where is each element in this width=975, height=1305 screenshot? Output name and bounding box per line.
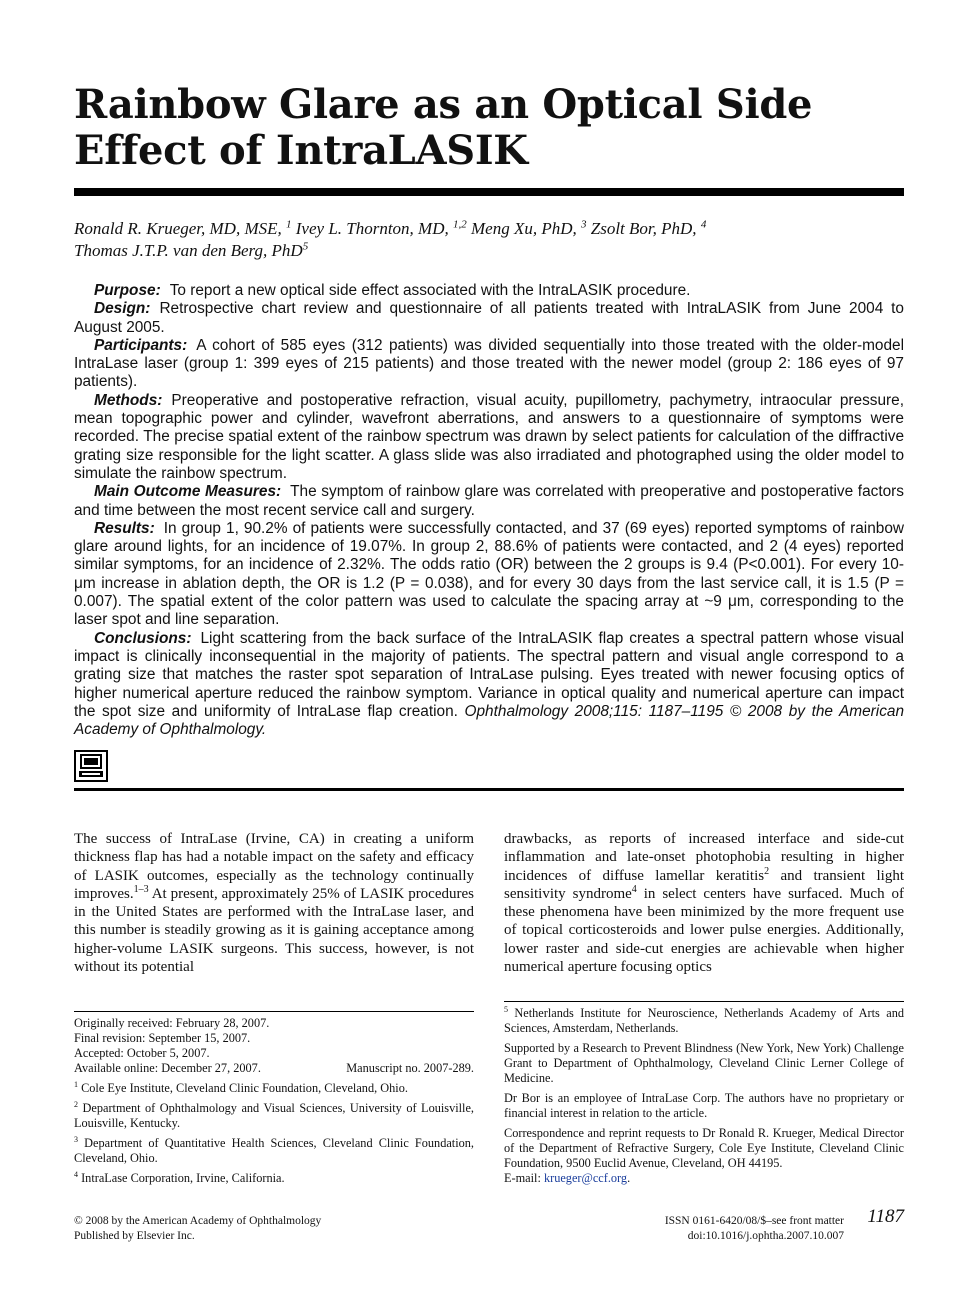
abstract-design: Design: Retrospective chart review and questionnaire of all patients treated with IntraLASIK from June 2004 to August 2005.	[74, 300, 904, 336]
body-column-right	[504, 830, 904, 976]
journal-citation: Ophthalmology 2008;115: 1187–1195 © 2008 by the American Academy of Ophthalmology.	[74, 702, 905, 739]
footer-left	[74, 1214, 321, 1244]
author: Ivey L. Thornton, MD, $^{1,2}$	[295, 218, 467, 238]
abstract-results: Results: In group 1, 90.2% of patients were successfully contacted, and 37 (69 eyes) reported symptoms of rainbow glare around lights, for an incidence of 19.07%. In group 2, 88.6% of patients were contacted, and 2 (4 eyes) reported similar symptoms, for an incidence of 2.32%. The odds ratio (OR) between the 2 groups is 9.4 (P<0.001). For every 10-μm increase in ablation depth, the OR is 1.2 (P = 0.038), and for every 30 days from the last service call, it is 1.5 (P = 0.007). The spatial extent of the color pattern was used to calculate the spacing array at ~9 μm, corresponding to the laser spot and line separation.	[74, 519, 904, 629]
footer-right	[600, 1214, 844, 1244]
footnotes-left	[74, 1016, 474, 1191]
author: Zsolt Bor, PhD, $^4$	[590, 218, 707, 238]
affiliation: $^2$ Department of Ophthalmology and Visual Sciences, University of Louisville, Louisville, Kentucky.	[74, 1099, 474, 1130]
abstract-participants: Participants: A cohort of 585 eyes (312 patients) was divided sequentially into those treated with the older-model IntraLase laser (group 1: 399 eyes of 215 patients) and those treated with the newer model (group 2: 186 eyes of 97 patients).	[74, 336, 904, 391]
citation-ref[interactable]: 4	[631, 883, 637, 895]
abstract-rule	[74, 788, 904, 791]
publisher: Published by Elsevier Inc.	[74, 1230, 195, 1242]
abstract-methods: Methods: Preoperative and postoperative refraction, visual acuity, pupillometry, pachymetry, intraocular pressure, mean topographic power and cylinder, wavefront aberrations, and answers to a questionnaire of symptoms were recorded. The precise spatial extent of the rainbow spectrum was drawn by select patients for calculation of the diffractive grating size responsible for the light scatter. A glass slide was also irradiated and photographed using the older model to simulate the rainbow spectrum.	[74, 391, 904, 482]
author: Meng Xu, PhD, $^3$	[471, 218, 587, 238]
body-column-left	[74, 830, 474, 976]
abstract-purpose: Purpose: To report a new optical side effect associated with the IntraLASIK procedure.	[94, 282, 691, 299]
citation-ref[interactable]: 1–3	[133, 883, 149, 895]
issn: ISSN 0161-6420/08/$–see front matter	[664, 1215, 844, 1227]
funding-note: Supported by a Research to Prevent Blindness (New York, New York) Challenge Grant to Department of Ophthalmology, Cleveland Clinic Lerner College of Medicine.	[504, 1041, 904, 1085]
article-title: Rainbow Glare as an Optical Side Effect of IntraLASIK	[74, 81, 813, 174]
body-paragraph: The success of IntraLase (Irvine, CA) in creating a uniform thickness flap has had a notable impact on the safety and efficacy of LASIK outcomes, especially as the technology continually improves.$^{1-3}$ At present, approximately 25% of LASIK procedures in the United States are performed with the IntraLase laser, and this number is steadily growing as it is gaining acceptance among higher-volume LASIK surgeons. This success, however, is not without its potential	[74, 831, 474, 976]
correspondence-note: Correspondence and reprint requests to Dr Ronald R. Krueger, Medical Director of the Department of Refractive Surgery, Cole Eye Institute, Cleveland Clinic Foundation, 9500 Euclid Avenue, Cleveland, OH 44195. E-mail: krueger@ccf.org.	[504, 1126, 904, 1185]
body-paragraph: drawbacks, as reports of increased interface and side-cut inflammation and late-onset photophobia resulting in higher incidences of diffuse lamellar keratitis$^2$ and transient light sensitivity syndrome$^4$ in select centers have surfaced. Much of these phenomena have been minimized by the more frequent use of topical corticosteroids and lower pulse energies. Additionally, lower raster and side-cut energies are achievable when higher numerical aperture focusing optics	[504, 831, 904, 976]
footnotes-right	[504, 1006, 904, 1191]
abstract-outcome: Main Outcome Measures: The symptom of rainbow glare was correlated with preoperative and postoperative factors and time between the most recent service call and surgery.	[74, 483, 904, 519]
manuscript-number: Manuscript no. 2007-289.	[346, 1061, 474, 1075]
abstract-conclusions: Conclusions: Light scattering from the back surface of the IntraLASIK flap creates a spectral pattern whose visual impact is clinically inconsequential in the majority of patients. The spectral pattern and visual angle correspond to a grating size that matches the raster spot separation of IntraLase pulsing. Eyes treated with newer focusing optics of higher numerical aperture reduced the rainbow symptom. Variance in optical quality and numerical aperture can impact the spot size and uniformity of IntraLase flap creation. Ophthalmology 2008;115: 1187–1195 © 2008 by the American Academy of Ophthalmology.	[74, 629, 905, 739]
email-link[interactable]: krueger@ccf.org	[543, 1171, 628, 1185]
computer-icon[interactable]	[74, 750, 108, 782]
page-number: 1187	[867, 1206, 904, 1227]
manuscript-dates: Originally received: February 28, 2007. Final revision: September 15, 2007. Accepted: October 5, 2007. Available online: December 27, 2007. Manuscript no. 2007-289.	[74, 1016, 474, 1075]
affiliation: $^5$ Netherlands Institute for Neuroscience, Netherlands Academy of Arts and Sciences, Amsterdam, Netherlands.	[504, 1004, 904, 1035]
citation-ref[interactable]: 2	[764, 865, 770, 877]
disclosure-note: Dr Bor is an employee of IntraLase Corp. The authors have no proprietary or financial interest in relation to the article.	[504, 1091, 904, 1120]
title-rule	[74, 188, 904, 196]
author: Ronald R. Krueger, MD, MSE, $^1$	[74, 218, 292, 238]
author-list	[74, 218, 904, 262]
copyright: © 2008 by the American Academy of Ophthalmology	[74, 1215, 322, 1227]
affiliation: $^4$ IntraLase Corporation, Irvine, California.	[74, 1169, 285, 1185]
affiliation: $^3$ Department of Quantitative Health Sciences, Cleveland Clinic Foundation, Cleveland, Ohio.	[74, 1134, 475, 1165]
footnote-rule-left	[74, 1011, 474, 1012]
author: Thomas J.T.P. van den Berg, PhD$^5$	[74, 240, 309, 260]
footnote-rule-right	[504, 1001, 904, 1002]
doi-link[interactable]: doi:10.1016/j.ophtha.2007.10.007	[687, 1230, 844, 1242]
affiliation: $^1$ Cole Eye Institute, Cleveland Clinic Foundation, Cleveland, Ohio.	[74, 1079, 408, 1095]
abstract	[74, 282, 904, 739]
